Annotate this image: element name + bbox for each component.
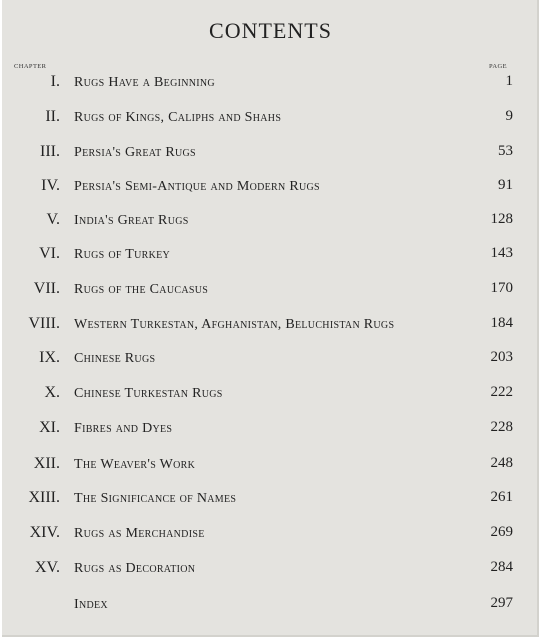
page-column-header: PAGE bbox=[489, 63, 507, 70]
toc-entry bbox=[2, 278, 539, 302]
chapter-title: India's Great Rugs bbox=[74, 213, 189, 228]
chapter-number: XIV. bbox=[29, 524, 60, 541]
toc-entry bbox=[2, 522, 539, 546]
page-number: 128 bbox=[490, 211, 513, 227]
chapter-number: XII. bbox=[33, 455, 60, 472]
chapter-number: III. bbox=[40, 143, 60, 160]
toc-entry bbox=[2, 417, 539, 441]
toc-entry-index bbox=[2, 593, 539, 617]
chapter-number: X. bbox=[44, 384, 60, 401]
chapter-title: Index bbox=[74, 597, 108, 612]
page-number: 91 bbox=[498, 177, 513, 193]
book-page bbox=[2, 0, 539, 637]
chapter-number: VII. bbox=[33, 280, 60, 297]
toc-entry bbox=[2, 141, 539, 165]
chapter-number: II. bbox=[45, 108, 60, 125]
chapter-title: Fibres and Dyes bbox=[74, 421, 173, 436]
chapter-title: Rugs as Merchandise bbox=[74, 526, 205, 541]
toc-entry bbox=[2, 243, 539, 267]
page-title: CONTENTS bbox=[209, 18, 332, 43]
chapter-number: XI. bbox=[39, 419, 60, 436]
chapter-title: Chinese Rugs bbox=[74, 351, 156, 366]
chapter-title: Persia's Great Rugs bbox=[74, 145, 196, 160]
chapter-title: Rugs as Decoration bbox=[74, 561, 196, 576]
page-number: 53 bbox=[498, 143, 513, 159]
toc-entry bbox=[2, 106, 539, 130]
toc-entry bbox=[2, 313, 539, 337]
toc-entry bbox=[2, 175, 539, 199]
chapter-number: XIII. bbox=[28, 489, 60, 506]
page-number: 9 bbox=[505, 108, 513, 124]
page-number: 222 bbox=[490, 384, 513, 400]
page-number: 1 bbox=[505, 73, 513, 89]
page-number: 269 bbox=[490, 524, 513, 540]
chapter-number: V. bbox=[46, 211, 60, 228]
chapter-title: Rugs of Turkey bbox=[74, 247, 171, 262]
chapter-number: I. bbox=[50, 73, 60, 90]
toc-entry bbox=[2, 209, 539, 233]
page-number: 284 bbox=[490, 559, 513, 575]
page-number: 248 bbox=[490, 455, 513, 471]
chapter-title: Rugs of the Caucasus bbox=[74, 282, 209, 297]
chapter-title: Western Turkestan, Afghanistan, Beluchistan Rugs bbox=[74, 317, 395, 332]
page-number: 143 bbox=[490, 245, 513, 261]
chapter-number: XV. bbox=[34, 559, 60, 576]
chapter-number: IX. bbox=[39, 349, 60, 366]
toc-entry bbox=[2, 347, 539, 371]
page-number: 228 bbox=[490, 419, 513, 435]
chapter-number: VIII. bbox=[28, 315, 60, 332]
page-number: 203 bbox=[490, 349, 513, 365]
toc-entry bbox=[2, 382, 539, 406]
chapter-title: Rugs Have a Beginning bbox=[74, 75, 215, 90]
toc-entry bbox=[2, 453, 539, 477]
chapter-title: Persia's Semi-Antique and Modern Rugs bbox=[74, 179, 320, 194]
toc-entry bbox=[2, 487, 539, 511]
page-number: 261 bbox=[490, 489, 513, 505]
chapter-column-header: CHAPTER bbox=[14, 63, 47, 70]
chapter-number: IV. bbox=[41, 177, 60, 194]
chapter-title: Rugs of Kings, Caliphs and Shahs bbox=[74, 110, 282, 125]
page-number: 170 bbox=[490, 280, 513, 296]
chapter-title: The Significance of Names bbox=[74, 491, 237, 506]
toc-entry bbox=[2, 557, 539, 581]
page-number: 297 bbox=[490, 595, 513, 611]
chapter-title: Chinese Turkestan Rugs bbox=[74, 386, 223, 401]
toc-entry bbox=[2, 71, 539, 95]
page-number: 184 bbox=[490, 315, 513, 331]
chapter-number: VI. bbox=[39, 245, 60, 262]
chapter-title: The Weaver's Work bbox=[74, 457, 196, 472]
